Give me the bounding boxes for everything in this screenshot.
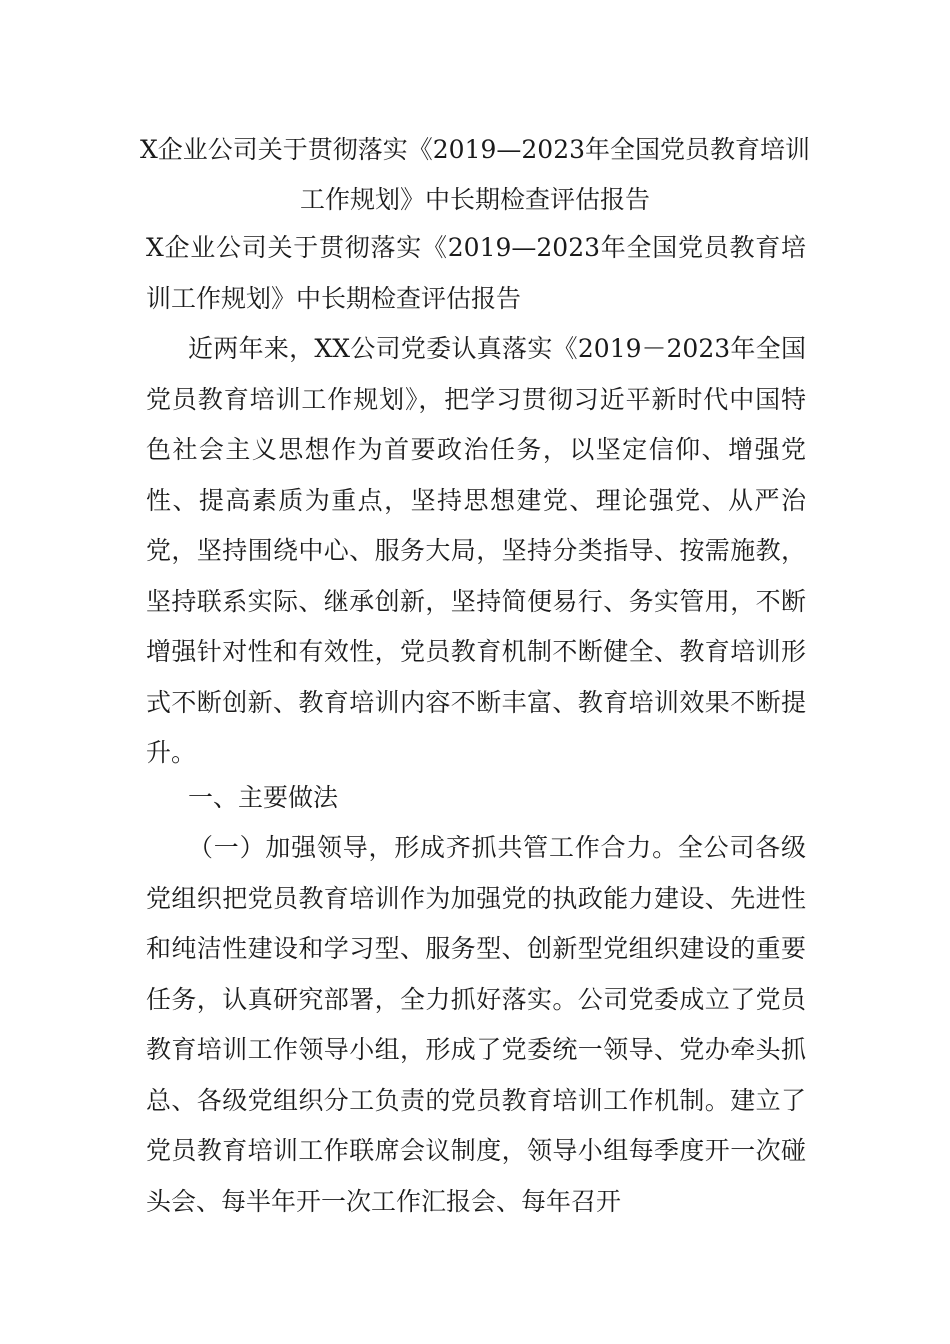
repeated-title: X企业公司关于贯彻落实《2019—2023年全国党员教育培训工作规划》中长期检查评估报告 <box>146 233 806 313</box>
document-title: X企业公司关于贯彻落实《2019—2023年全国党员教育培训工作规划》中长期检查评估报告 <box>139 135 811 214</box>
subsection-paragraph: （一）加强领导，形成齐抓共管工作合力。全公司各级党组织把党员教育培训作为加强党的执政能力建设、先进性和纯洁性建设和学习型、服务型、创新型党组织建设的重要任务，认真研究部署，全力抓好落实。公司党委成立了党员教育培训工作领导小组，形成了党委统一领导、党办牵头抓总、各级党组织分工负责的党员教育培训工作机制。建立了党员教育培训工作联席会议制度，领导小组每季度开一次碰头会、每半年开一次工作汇报会、每年召开 <box>146 833 806 1216</box>
intro-paragraph: 近两年来，XX公司党委认真落实《2019－2023年全国党员教育培训工作规划》，把学习贯彻习近平新时代中国特色社会主义思想作为首要政治任务，以坚定信仰、增强党性、提高素质为重点，坚持思想建党、理论强党、从严治党，坚持围绕中心、服务大局，坚持分类指导、按需施教，坚持联系实际、继承创新，坚持简便易行、务实管用，不断增强针对性和有效性，党员教育机制不断健全、教育培训形式不断创新、教育培训内容不断丰富、教育培训效果不断提升。 <box>146 334 806 767</box>
section-heading: 一、主要做法 <box>188 783 339 812</box>
